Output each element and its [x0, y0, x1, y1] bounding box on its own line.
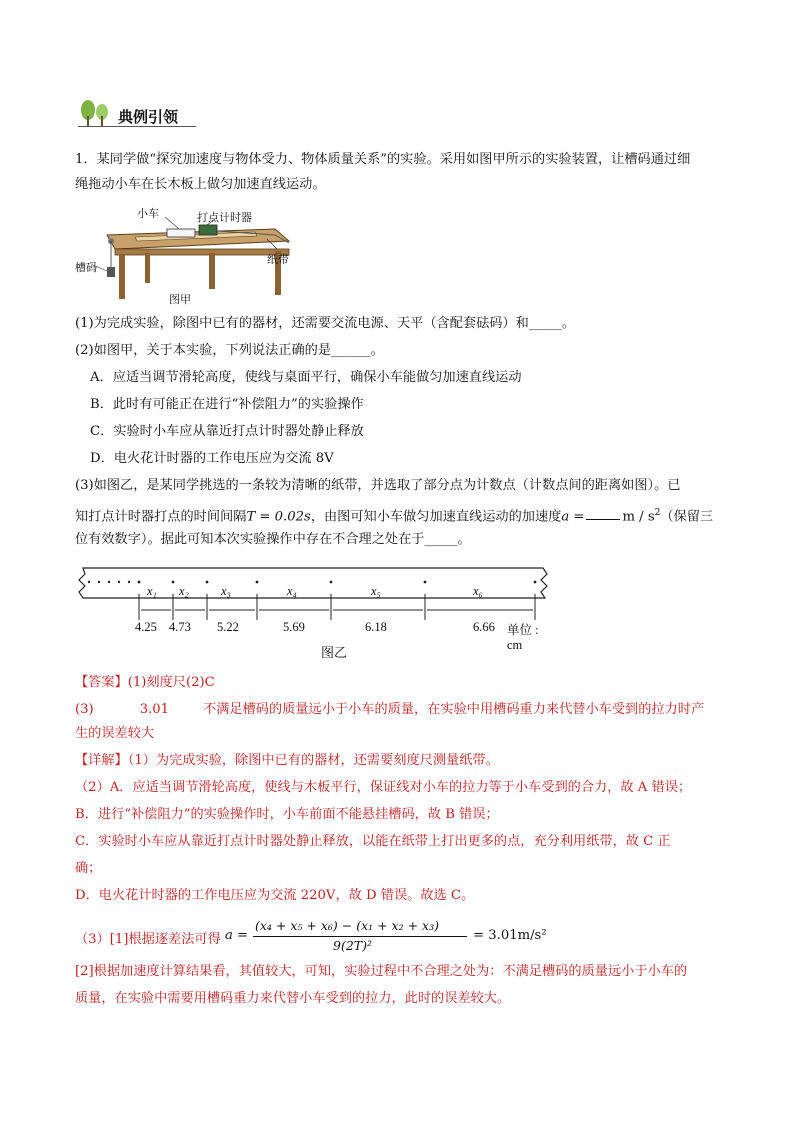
tape-value-3: 5.22 — [217, 620, 239, 634]
tape-label-x4: x₄ — [287, 584, 297, 598]
tape-label-x2: x₂ — [179, 584, 189, 598]
question-line-2: 绳拖动小车在长木板上做匀加速直线运动。 — [75, 177, 326, 192]
explanation-line-8: 质量，在实验中需要用槽码重力来代替小车受到的拉力，此时的误差较大。 — [75, 991, 511, 1006]
answer-line-2 — [75, 700, 704, 720]
answer-part3-text: 不满足槽码的质量远小于小车的质量，在实验中用槽码重力来代替小车受到的拉力时产 — [203, 702, 705, 717]
tree-logo-icon — [78, 98, 114, 128]
tape-value-6: 6.66 — [473, 620, 495, 634]
figure-a-caption: 图甲 — [169, 293, 191, 306]
part-1: (1)为完成实验，除图中已有的器材，还需要交流电源、天平（含配套砝码）和_____。 — [75, 316, 576, 331]
option-a: A．应适当调节滑轮高度，使线与桌面平行，确保小车能做匀加速直线运动 — [90, 370, 522, 385]
accel-unit: m / s — [622, 509, 655, 525]
tape-value-1: 4.25 — [135, 620, 157, 634]
section-header — [78, 98, 196, 128]
apparatus-drawing — [75, 205, 295, 305]
part-3-text-a: 知打点计时器打点的时间间隔 — [75, 509, 247, 525]
formula-lhs: a = — [225, 928, 249, 943]
answer-part3-num: (3) — [75, 702, 94, 717]
part-3-line-3: 位有效数字）。据此可知本次实验操作中存在不合理之处在于_____。 — [75, 532, 471, 547]
option-b: B．此时有可能正在进行“补偿阻力”的实验操作 — [90, 397, 364, 412]
tape-label-x6: x₆ — [473, 584, 483, 598]
explanation-line-7: [2]根据加速度计算结果看，其值较大，可知，实验过程中不合理之处为：不满足槽码的质量远小于小车的 — [75, 964, 688, 979]
tape-value-2: 4.73 — [169, 620, 191, 634]
tape-label-x5: x₅ — [371, 584, 381, 598]
explanation-p1: （1）为完成实验，除图中已有的器材，还需要刻度尺测量纸带。 — [127, 753, 499, 768]
explanation-line-6: D．电火花计时器的工作电压应为交流 220V，故 D 错误。故选 C。 — [75, 888, 475, 903]
label-weight: 槽码 — [75, 261, 97, 274]
figure-tape — [75, 562, 555, 667]
tape-value-4: 5.69 — [283, 620, 305, 634]
label-timer: 打点计时器 — [197, 211, 252, 224]
accel-symbol: a = — [561, 509, 585, 525]
section-title: 典例引领 — [118, 108, 179, 126]
explanation-line-4: C．实验时小车应从靠近打点计时器处静止释放，以能在纸带上打出更多的点，充分利用纸带，故 C 正 — [75, 834, 671, 849]
label-car: 小车 — [137, 207, 159, 220]
figure-apparatus — [75, 205, 295, 305]
option-c: C．实验时小车应从靠近打点计时器处静止释放 — [90, 424, 364, 439]
part-3-line-1: (3)如图乙，是某同学挑选的一条较为清晰的纸带，并选取了部分点为计数点（计数点间的距离如图）。已 — [75, 478, 681, 493]
part-3-text-b: ，由图可知小车做匀加速直线运动的加速度 — [310, 509, 562, 525]
figure-b-caption: 图乙 — [321, 645, 348, 660]
formula-denominator: 9(2T)² — [333, 938, 373, 953]
part-3-line-2: 知打点计时器打点的时间间隔T = 0.02s，由图可知小车做匀加速直线运动的加速度$a = m / s^2$（保留三 — [75, 503, 713, 527]
explanation-tag: 【详解】 — [75, 753, 128, 768]
answer-line-3: 生的误差较大 — [75, 726, 155, 741]
answer-line-1 — [75, 673, 215, 693]
answer-blank — [586, 505, 620, 520]
explanation-line-5: 确； — [75, 861, 102, 876]
tape-label-x1: x₁ — [147, 584, 157, 598]
part-3-text-c: （保留三 — [660, 509, 714, 525]
tape-value-5: 6.18 — [365, 620, 387, 634]
answer-text: (1)刻度尺(2)C — [127, 675, 215, 690]
part-2: (2)如图甲，关于本实验，下列说法正确的是______。 — [75, 343, 384, 358]
explanation-line-2: （2）A．应适当调节滑轮高度，使线与木板平行，保证线对小车的拉力等于小车受到的合力，故 A 错误； — [75, 780, 692, 795]
explanation-line-1 — [75, 751, 499, 771]
formula-fraction-bar — [253, 936, 467, 937]
option-d: D．电火花计时器的工作电压应为交流 8V — [90, 451, 334, 466]
tape-label-x3: x₃ — [221, 584, 231, 598]
explanation-line-3: B．进行“补偿阻力”的实验操作时，小车前面不能悬挂槽码，故 B 错误； — [75, 807, 499, 822]
period-value: T = 0.02s — [246, 509, 311, 525]
formula-rhs: = 3.01m/s² — [473, 928, 547, 943]
tape-unit: 单位 : cm — [507, 623, 539, 652]
question-line-1: 1．某同学做“探究加速度与物体受力、物体质量关系”的实验。采用如图甲所示的实验装置，让槽码通过细 — [75, 152, 691, 167]
answer-part3-value: 3.01 — [139, 702, 170, 717]
explanation-p6-prefix: （3）[1]根据逐差法可得 — [75, 932, 221, 947]
formula-numerator: (x₄ + x₅ + x₆) − (x₁ + x₂ + x₃) — [255, 918, 439, 933]
label-tape: 纸带 — [267, 253, 289, 266]
answer-tag: 【答案】 — [75, 675, 128, 690]
explanation-formula-line — [75, 916, 735, 956]
section-rule — [78, 126, 196, 127]
